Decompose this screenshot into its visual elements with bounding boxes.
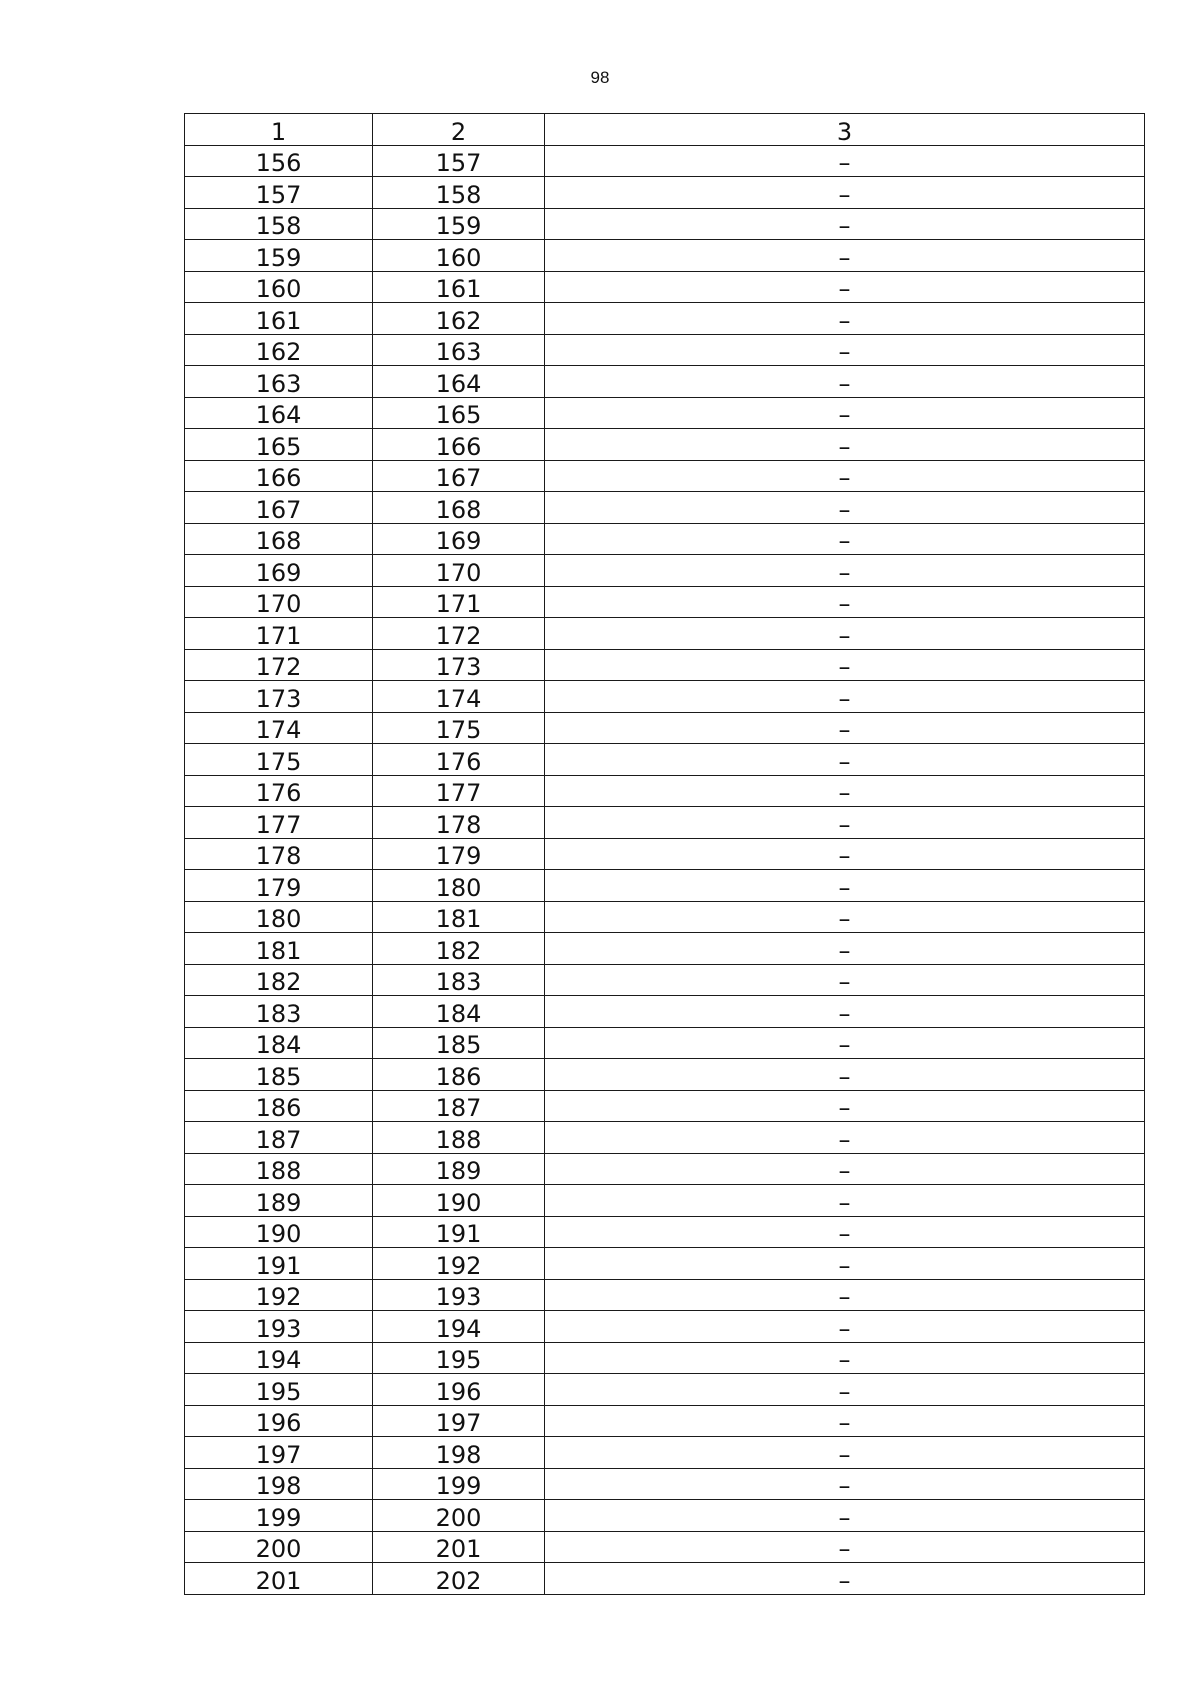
cell-col2: 186 <box>373 1059 545 1091</box>
table-header-row <box>185 114 1145 146</box>
cell-col1: 177 <box>185 807 373 839</box>
cell-col3: – <box>545 681 1145 713</box>
cell-col2: 192 <box>373 1248 545 1280</box>
cell-col2: 191 <box>373 1216 545 1248</box>
cell-col1: 195 <box>185 1374 373 1406</box>
cell-col1: 159 <box>185 240 373 272</box>
cell-col2: 161 <box>373 271 545 303</box>
cell-col1: 166 <box>185 460 373 492</box>
cell-col3: – <box>545 1563 1145 1595</box>
cell-col2: 177 <box>373 775 545 807</box>
table-row <box>185 1405 1145 1437</box>
cell-col3: – <box>545 523 1145 555</box>
cell-col3: – <box>545 1122 1145 1154</box>
cell-col1: 181 <box>185 933 373 965</box>
cell-col2: 201 <box>373 1531 545 1563</box>
cell-col3: – <box>545 177 1145 209</box>
cell-col1: 200 <box>185 1531 373 1563</box>
cell-col2: 196 <box>373 1374 545 1406</box>
table-row <box>185 523 1145 555</box>
cell-col2: 193 <box>373 1279 545 1311</box>
table-row <box>185 1122 1145 1154</box>
cell-col2: 181 <box>373 901 545 933</box>
table-row <box>185 303 1145 335</box>
cell-col1: 157 <box>185 177 373 209</box>
cell-col2: 187 <box>373 1090 545 1122</box>
table-row <box>185 1248 1145 1280</box>
table-row <box>185 460 1145 492</box>
table-row <box>185 1563 1145 1595</box>
cell-col3: – <box>545 1500 1145 1532</box>
cell-col2: 182 <box>373 933 545 965</box>
cell-col1: 198 <box>185 1468 373 1500</box>
cell-col3: – <box>545 1059 1145 1091</box>
table-row <box>185 1153 1145 1185</box>
cell-col1: 167 <box>185 492 373 524</box>
cell-col3: – <box>545 1437 1145 1469</box>
cell-col2: 170 <box>373 555 545 587</box>
cell-col1: 183 <box>185 996 373 1028</box>
table-row <box>185 1468 1145 1500</box>
cell-col1: 165 <box>185 429 373 461</box>
cell-col3: – <box>545 492 1145 524</box>
cell-col1: 176 <box>185 775 373 807</box>
table-row <box>185 1342 1145 1374</box>
cell-col3: – <box>545 334 1145 366</box>
table-row <box>185 901 1145 933</box>
cell-col3: – <box>545 996 1145 1028</box>
header-cell-col3: 3 <box>545 114 1145 146</box>
cell-col2: 184 <box>373 996 545 1028</box>
table-row <box>185 933 1145 965</box>
table-row <box>185 681 1145 713</box>
cell-col2: 185 <box>373 1027 545 1059</box>
cell-col1: 197 <box>185 1437 373 1469</box>
cell-col2: 169 <box>373 523 545 555</box>
cell-col3: – <box>545 775 1145 807</box>
data-table <box>184 113 1145 1595</box>
cell-col1: 171 <box>185 618 373 650</box>
table-row <box>185 555 1145 587</box>
cell-col3: – <box>545 838 1145 870</box>
cell-col1: 162 <box>185 334 373 366</box>
cell-col1: 172 <box>185 649 373 681</box>
cell-col3: – <box>545 712 1145 744</box>
cell-col3: – <box>545 1216 1145 1248</box>
cell-col3: – <box>545 1468 1145 1500</box>
table-row <box>185 838 1145 870</box>
cell-col3: – <box>545 1405 1145 1437</box>
cell-col2: 174 <box>373 681 545 713</box>
cell-col1: 189 <box>185 1185 373 1217</box>
table-row <box>185 649 1145 681</box>
header-cell-col1: 1 <box>185 114 373 146</box>
cell-col1: 194 <box>185 1342 373 1374</box>
table-row <box>185 964 1145 996</box>
cell-col3: – <box>545 303 1145 335</box>
table-row <box>185 177 1145 209</box>
cell-col2: 199 <box>373 1468 545 1500</box>
cell-col2: 157 <box>373 145 545 177</box>
cell-col3: – <box>545 933 1145 965</box>
cell-col2: 164 <box>373 366 545 398</box>
cell-col1: 191 <box>185 1248 373 1280</box>
cell-col1: 174 <box>185 712 373 744</box>
table-row <box>185 240 1145 272</box>
cell-col2: 167 <box>373 460 545 492</box>
cell-col3: – <box>545 1027 1145 1059</box>
table-row <box>185 429 1145 461</box>
header-cell-col2: 2 <box>373 114 545 146</box>
cell-col3: – <box>545 586 1145 618</box>
table-row <box>185 586 1145 618</box>
table-row <box>185 1027 1145 1059</box>
cell-col2: 165 <box>373 397 545 429</box>
cell-col3: – <box>545 1248 1145 1280</box>
cell-col3: – <box>545 649 1145 681</box>
cell-col1: 173 <box>185 681 373 713</box>
table-row <box>185 1216 1145 1248</box>
cell-col2: 188 <box>373 1122 545 1154</box>
cell-col1: 188 <box>185 1153 373 1185</box>
cell-col2: 198 <box>373 1437 545 1469</box>
cell-col2: 179 <box>373 838 545 870</box>
cell-col2: 175 <box>373 712 545 744</box>
cell-col2: 189 <box>373 1153 545 1185</box>
cell-col2: 158 <box>373 177 545 209</box>
cell-col2: 162 <box>373 303 545 335</box>
table-body <box>185 114 1145 1595</box>
cell-col2: 168 <box>373 492 545 524</box>
cell-col1: 190 <box>185 1216 373 1248</box>
table-row <box>185 1279 1145 1311</box>
cell-col2: 200 <box>373 1500 545 1532</box>
table-row <box>185 1531 1145 1563</box>
cell-col2: 178 <box>373 807 545 839</box>
cell-col1: 168 <box>185 523 373 555</box>
cell-col1: 201 <box>185 1563 373 1595</box>
cell-col1: 185 <box>185 1059 373 1091</box>
cell-col3: – <box>545 555 1145 587</box>
cell-col1: 180 <box>185 901 373 933</box>
table-row <box>185 1090 1145 1122</box>
cell-col1: 160 <box>185 271 373 303</box>
cell-col3: – <box>545 208 1145 240</box>
cell-col3: – <box>545 271 1145 303</box>
cell-col1: 182 <box>185 964 373 996</box>
cell-col1: 170 <box>185 586 373 618</box>
cell-col3: – <box>545 460 1145 492</box>
table-row <box>185 1437 1145 1469</box>
cell-col2: 172 <box>373 618 545 650</box>
cell-col2: 166 <box>373 429 545 461</box>
cell-col2: 160 <box>373 240 545 272</box>
cell-col1: 156 <box>185 145 373 177</box>
cell-col3: – <box>545 964 1145 996</box>
cell-col3: – <box>545 901 1145 933</box>
cell-col3: – <box>545 1531 1145 1563</box>
table-row <box>185 397 1145 429</box>
cell-col2: 163 <box>373 334 545 366</box>
cell-col1: 187 <box>185 1122 373 1154</box>
cell-col1: 158 <box>185 208 373 240</box>
cell-col1: 169 <box>185 555 373 587</box>
cell-col3: – <box>545 744 1145 776</box>
cell-col2: 195 <box>373 1342 545 1374</box>
cell-col2: 171 <box>373 586 545 618</box>
cell-col1: 186 <box>185 1090 373 1122</box>
cell-col2: 183 <box>373 964 545 996</box>
cell-col3: – <box>545 618 1145 650</box>
table-row <box>185 1500 1145 1532</box>
cell-col1: 163 <box>185 366 373 398</box>
cell-col3: – <box>545 870 1145 902</box>
table-row <box>185 334 1145 366</box>
cell-col1: 175 <box>185 744 373 776</box>
table-row <box>185 1374 1145 1406</box>
table-row <box>185 145 1145 177</box>
cell-col1: 179 <box>185 870 373 902</box>
table-row <box>185 271 1145 303</box>
cell-col2: 202 <box>373 1563 545 1595</box>
table-row <box>185 492 1145 524</box>
cell-col2: 159 <box>373 208 545 240</box>
cell-col3: – <box>545 397 1145 429</box>
cell-col3: – <box>545 807 1145 839</box>
cell-col1: 184 <box>185 1027 373 1059</box>
cell-col3: – <box>545 429 1145 461</box>
cell-col1: 161 <box>185 303 373 335</box>
cell-col3: – <box>545 1342 1145 1374</box>
cell-col3: – <box>545 1153 1145 1185</box>
cell-col1: 178 <box>185 838 373 870</box>
cell-col2: 190 <box>373 1185 545 1217</box>
cell-col3: – <box>545 366 1145 398</box>
table-row <box>185 366 1145 398</box>
cell-col3: – <box>545 1311 1145 1343</box>
table-row <box>185 208 1145 240</box>
table-row <box>185 1185 1145 1217</box>
cell-col1: 199 <box>185 1500 373 1532</box>
page-number: 98 <box>590 68 610 87</box>
table-row <box>185 807 1145 839</box>
cell-col1: 164 <box>185 397 373 429</box>
table-row <box>185 744 1145 776</box>
table-row <box>185 1059 1145 1091</box>
cell-col3: – <box>545 145 1145 177</box>
table-row <box>185 712 1145 744</box>
table-row <box>185 870 1145 902</box>
cell-col2: 194 <box>373 1311 545 1343</box>
cell-col2: 176 <box>373 744 545 776</box>
cell-col1: 196 <box>185 1405 373 1437</box>
cell-col2: 197 <box>373 1405 545 1437</box>
cell-col2: 180 <box>373 870 545 902</box>
table-row <box>185 1311 1145 1343</box>
cell-col3: – <box>545 1090 1145 1122</box>
table-row <box>185 775 1145 807</box>
cell-col2: 173 <box>373 649 545 681</box>
cell-col1: 192 <box>185 1279 373 1311</box>
table-row <box>185 618 1145 650</box>
cell-col3: – <box>545 1374 1145 1406</box>
cell-col3: – <box>545 1279 1145 1311</box>
table-row <box>185 996 1145 1028</box>
cell-col3: – <box>545 240 1145 272</box>
cell-col1: 193 <box>185 1311 373 1343</box>
cell-col3: – <box>545 1185 1145 1217</box>
